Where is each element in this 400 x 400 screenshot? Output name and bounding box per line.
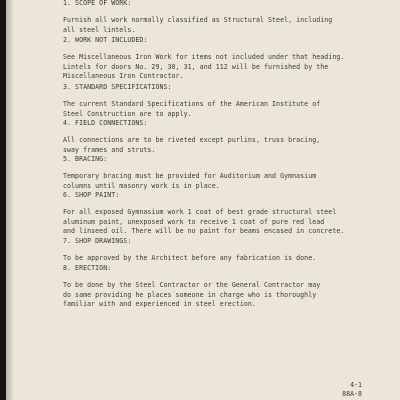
section-body	[63, 16, 332, 35]
body-line: See Miscellaneous Iron Work for items not included under that heading.	[63, 53, 345, 62]
body-line: do same providing he places someone in charge who is thoroughly	[63, 290, 317, 299]
body-line: all steel lintels.	[63, 25, 136, 34]
section-heading: 5. BRACING:	[63, 155, 108, 163]
section-heading: 6. SHOP PAINT:	[63, 191, 120, 199]
section-body	[63, 100, 320, 119]
body-line: To be done by the Steel Contractor or the General Contractor may	[63, 281, 321, 290]
section-body	[63, 136, 320, 155]
body-line: aluminum paint, unexposed work to receive 1 coat of pure red lead	[63, 217, 325, 226]
section-body	[63, 254, 316, 263]
section-heading: 1. SCOPE OF WORK:	[63, 0, 132, 7]
document-page	[6, 0, 400, 400]
body-line: Furnish all work normally classified as Structural Steel, including	[63, 16, 333, 25]
page-footer	[342, 381, 362, 398]
section-body	[63, 281, 320, 309]
body-line: Lintels for doors No. 29, 30, 31, and 112 will be furnished by the	[63, 62, 329, 71]
section-body	[63, 208, 344, 236]
body-line: For all exposed Gymnasium work 1 coat of best grade structural steel	[63, 208, 337, 217]
body-line: and linseed oil. There will be no paint for beams encased in concrete.	[63, 227, 345, 236]
section-body	[63, 53, 344, 81]
section-heading: 8. ERECTION:	[63, 264, 112, 272]
body-line: Steel Construction are to apply.	[63, 109, 192, 118]
section-shop-paint	[63, 191, 344, 237]
section-heading: 2. WORK NOT INCLUDED:	[63, 36, 148, 44]
section-shop-drawings	[63, 237, 316, 264]
body-line: Temporary bracing must be provided for Auditorium and Gymnasium	[63, 172, 317, 181]
body-line: To be approved by the Architect before any fabrication is done.	[63, 254, 317, 263]
document-code: 88A-8	[342, 389, 362, 398]
section-standard-specifications	[63, 83, 320, 119]
body-line: Miscellaneous Iron Contractor.	[63, 72, 184, 81]
section-heading: 4. FIELD CONNECTIONS:	[63, 119, 148, 127]
section-erection	[63, 264, 320, 310]
section-bracing	[63, 155, 316, 191]
page-number: 4-1	[350, 381, 362, 389]
section-heading: 7. SHOP DRAWINGS:	[63, 237, 132, 245]
section-work-not-included	[63, 36, 344, 82]
section-heading: 3. STANDARD SPECIFICATIONS:	[63, 83, 172, 91]
page-edge-shadow	[6, 0, 14, 400]
body-line: All connections are to be riveted except purlins, truss bracing,	[63, 136, 321, 145]
section-body	[63, 172, 316, 191]
body-line: familiar with and experienced in steel erection.	[63, 300, 256, 309]
body-line: sway frames and struts.	[63, 145, 156, 154]
body-line: The current Standard Specifications of the American Institute of	[63, 100, 321, 109]
section-field-connections	[63, 119, 320, 155]
body-line: columns until masonry work is in place.	[63, 181, 220, 190]
section-scope-of-work	[63, 0, 332, 35]
